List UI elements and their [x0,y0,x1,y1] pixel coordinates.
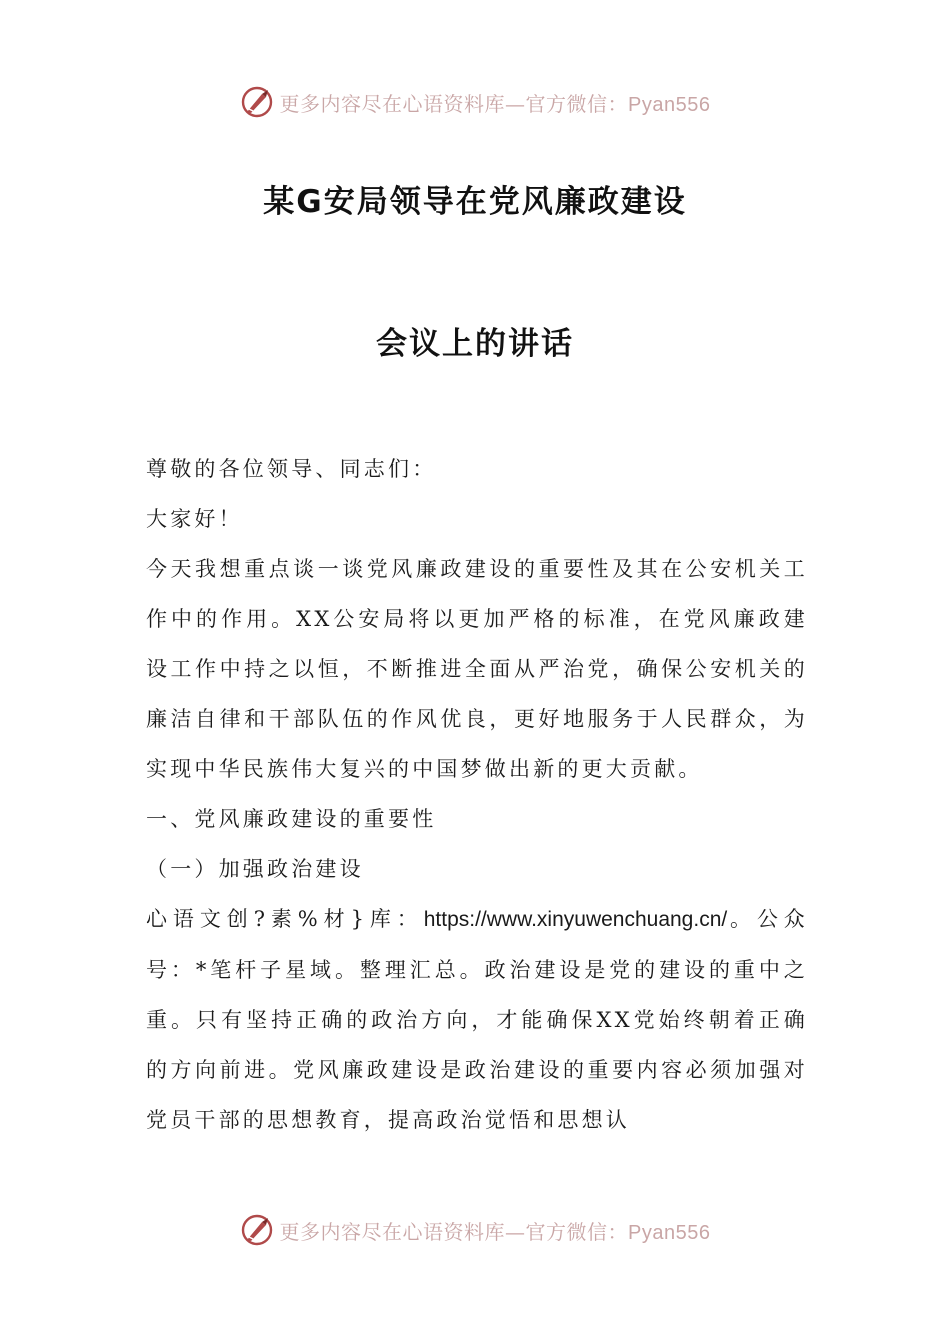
page-title-line-2: 会议上的讲话 [376,326,574,362]
watermark-handle: Pyan556 [628,93,711,116]
watermark-text [280,88,711,117]
quill-pen-logo-icon [240,1213,274,1247]
watermark-label: 更多内容尽在心语资料库—官方微信： [279,1219,629,1244]
subsection-heading: （一）加强政治建设 [146,857,364,881]
paragraph-1-prefix: 心语文创?素%材}库： [146,907,424,931]
section-heading: 一、党风廉政建设的重要性 [146,807,437,831]
watermark-text [280,1216,711,1245]
salutation: 尊敬的各位领导、同志们： [146,457,437,481]
intro-paragraph: 今天我想重点谈一谈党风廉政建设的重要性及其在公安机关工作中的作用。XX公安局将以更加严格的标准，在党风廉政建设工作中持之以恒，不断推进全面从严治党，确保公安机关的廉洁自律和干部队伍的作风优良，更好地服务于人民群众，为实现中华民族伟大复兴的中国梦做出新的更大贡献。 [146,557,808,781]
watermark-label: 更多内容尽在心语资料库—官方微信： [279,91,629,116]
speech-body [146,444,808,1145]
greeting: 大家好！ [146,507,243,531]
paragraph-1-text: 。公众号：*笔杆子星域。整理汇总。政治建设是党的建设的重中之重。只有坚持正确的政治方向，才能确保XX党始终朝着正确的方向前进。党风廉政建设是政治建设的重要内容必须加强对党员干部的思想教育，提高政治觉悟和思想认 [146,907,808,1132]
footer-watermark [0,1208,950,1252]
paragraph-1 [146,894,808,1145]
quill-pen-logo-icon [240,85,274,119]
page-title-line-1: 某G安局领导在党风廉政建设 [263,184,687,220]
header-watermark [0,80,950,124]
watermark-handle: Pyan556 [628,1221,711,1244]
source-url-link[interactable]: https://www.xinyuwenchuang.cn/ [423,908,728,931]
